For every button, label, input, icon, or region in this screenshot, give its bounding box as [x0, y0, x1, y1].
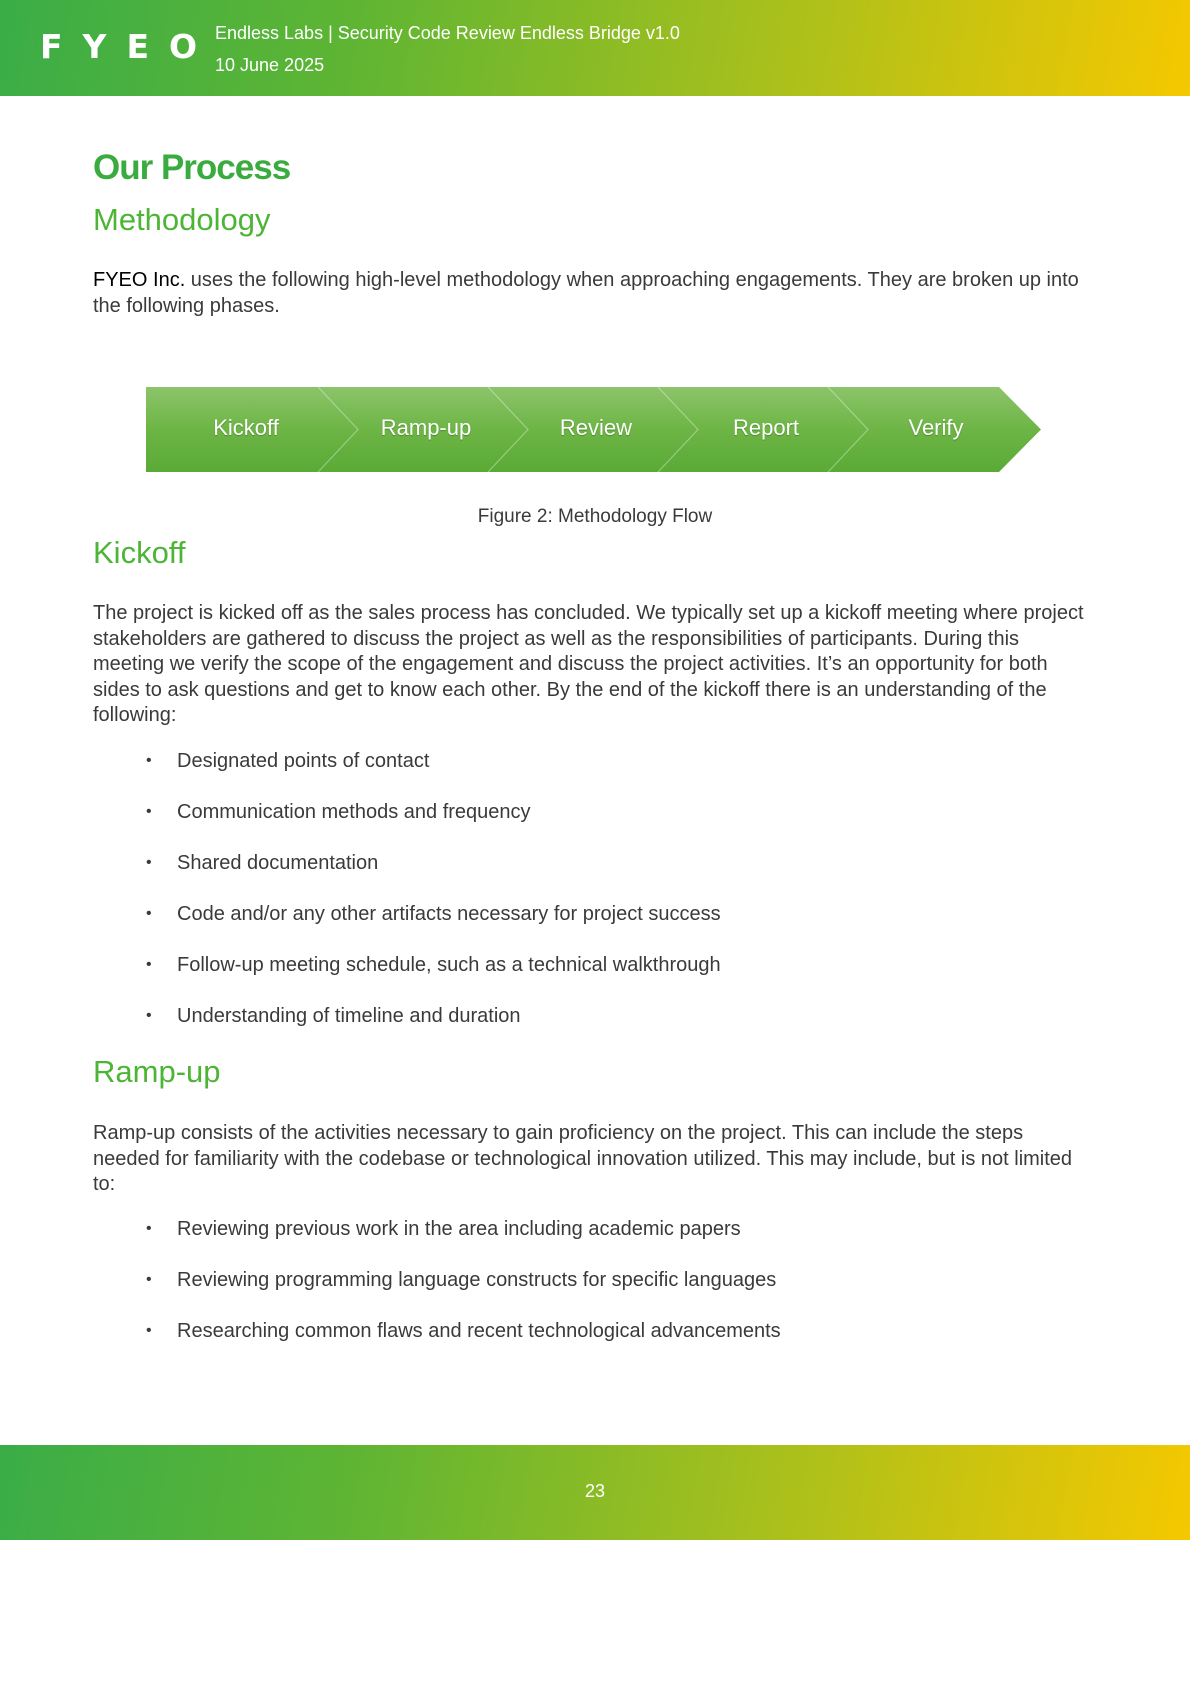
rampup-heading: Ramp-up [93, 1054, 221, 1089]
bullet: • [146, 1322, 152, 1339]
bullet: • [146, 1271, 152, 1288]
kickoff-heading: Kickoff [93, 535, 186, 570]
list-item: • Code and/or any other artifacts necessary for project success [146, 903, 721, 925]
list-item: • Reviewing programming language constructs for specific languages [146, 1269, 777, 1291]
org-name: FYEO Inc. [93, 269, 186, 291]
page-header [0, 0, 1190, 96]
bullet: • [146, 905, 152, 922]
section-title: Our Process [93, 148, 291, 187]
list-item: • Researching common flaws and recent technological advancements [146, 1320, 781, 1342]
list-item: • Communication methods and frequency [146, 801, 531, 823]
flow-step-kickoff: Kickoff [213, 415, 279, 440]
methodology-text: uses the following high-level methodology when approaching engagements. They are broken up into the following phases. [93, 269, 1079, 317]
bullet: • [146, 956, 152, 973]
list-item: • Reviewing previous work in the area including academic papers [146, 1218, 741, 1240]
fyeo-logo: FYEO [40, 27, 218, 66]
methodology-heading: Methodology [93, 202, 271, 237]
list-item: • Shared documentation [146, 852, 379, 874]
document-title: Endless Labs | Security Code Review Endless Bridge v1.0 [215, 23, 680, 43]
bullet: • [146, 752, 152, 769]
flow-step-verify: Verify [908, 415, 964, 440]
methodology-paragraph [93, 268, 1093, 319]
list-item: • Understanding of timeline and duration [146, 1005, 521, 1027]
flow-step-ramp-up: Ramp-up [380, 415, 472, 440]
kickoff-paragraph: The project is kicked off as the sales process has concluded. We typically set up a kickoff meeting where project stakeholders are gathered to discuss the project as well as the responsibilities of participants. During this meeting we verify the scope of the engagement and discuss the project activities. It’s an opportunity for both sides to ask questions and get to know each other. By the end of the kickoff there is an understanding of the following: [93, 602, 1084, 726]
bullet: • [146, 854, 152, 871]
flow-step-review: Review [559, 415, 633, 440]
rampup-paragraph: Ramp-up consists of the activities necessary to gain proficiency on the project. This can include the steps needed for familiarity with the codebase or technological innovation utilized. This may include, but is not limited to: [93, 1122, 1073, 1195]
page-footer [0, 1445, 1190, 1540]
document-date: 10 June 2025 [215, 55, 325, 75]
list-item: • Follow-up meeting schedule, such as a technical walkthrough [146, 954, 721, 976]
methodology-flow-diagram [146, 387, 1041, 472]
page-number: 23 [584, 1481, 606, 1501]
figure-caption: Figure 2: Methodology Flow [477, 506, 713, 527]
rampup-list [93, 1217, 1093, 1370]
bullet: • [146, 803, 152, 820]
flow-step-report: Report [732, 415, 800, 440]
list-item: • Designated points of contact [146, 750, 430, 772]
bullet: • [146, 1007, 152, 1024]
bullet: • [146, 1220, 152, 1237]
kickoff-list [93, 749, 1093, 1055]
